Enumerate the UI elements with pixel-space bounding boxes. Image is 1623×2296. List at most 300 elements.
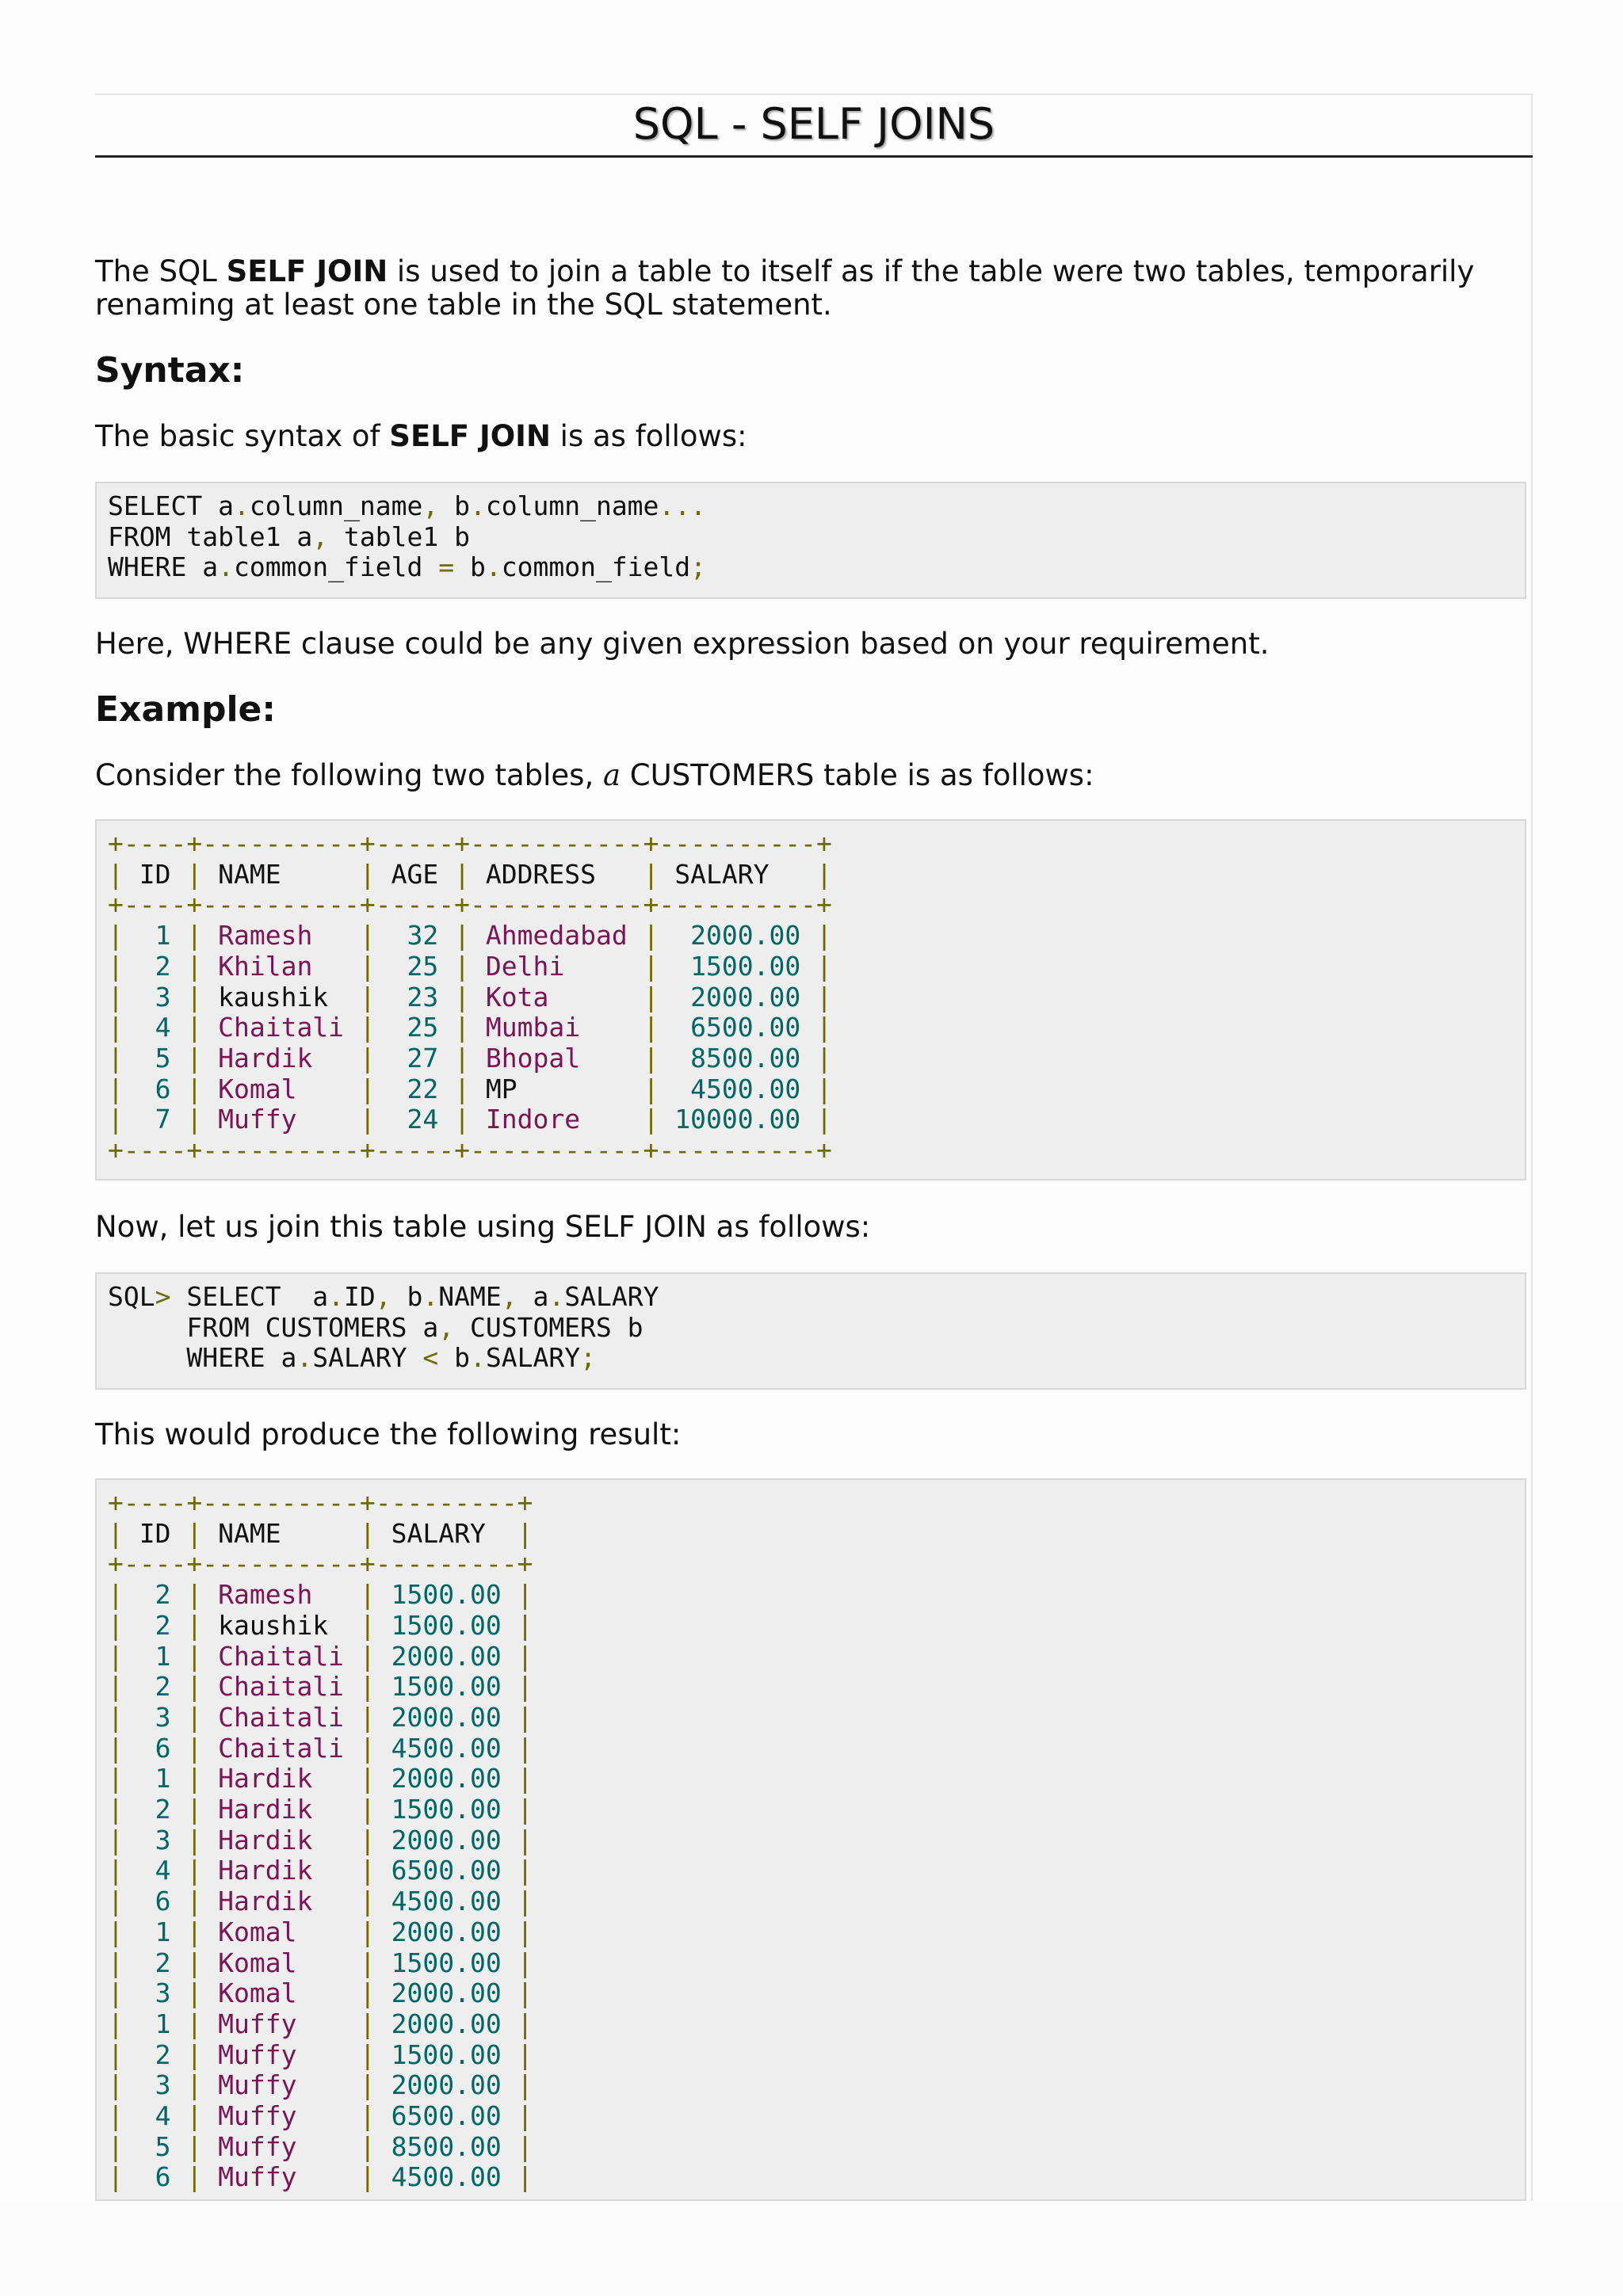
table-pipe: |: [517, 1824, 533, 1855]
table-header-cell: ADDRESS: [470, 858, 643, 890]
table-cell: Hardik: [202, 1763, 360, 1794]
table-cell: Muffy: [202, 2100, 360, 2132]
table-cell: Chaitali: [202, 1671, 360, 1703]
table-row: [108, 2040, 1514, 2071]
code-text: SALARY: [564, 1281, 659, 1312]
code-punct: .: [470, 490, 486, 521]
table-pipe: |: [186, 981, 203, 1013]
table-cell: Muffy: [202, 2069, 360, 2101]
table-pipe: |: [359, 858, 376, 890]
code-text: SQL: [108, 1281, 155, 1312]
table-pipe: |: [359, 1763, 376, 1794]
table-row: [108, 1013, 1514, 1043]
syntax-paragraph: The basic syntax of SELF JOIN is as follows:: [95, 419, 747, 453]
table-row: [108, 952, 1514, 982]
table-header-cell: ID: [123, 858, 187, 890]
table-row: [108, 921, 1514, 952]
code-punct: ,: [375, 1281, 391, 1312]
code-line: [108, 1343, 1514, 1374]
table-rule: +----+----------+-----+-----------+----------+: [108, 828, 832, 859]
table-cell: Ramesh: [202, 1579, 360, 1611]
table-cell: 2: [123, 1947, 187, 1978]
table-pipe: |: [186, 920, 203, 952]
table-cell: 1500.00: [375, 1794, 517, 1825]
table-row: [108, 982, 1514, 1013]
table-cell: 4500.00: [375, 1732, 517, 1764]
table-pipe: |: [186, 1824, 203, 1855]
table-cell: 1500.00: [659, 950, 817, 982]
table-cell: 4500.00: [659, 1073, 817, 1104]
table-cell: 1500.00: [375, 2039, 517, 2070]
table-cell: Komal: [202, 1947, 360, 1978]
where-clause-paragraph: Here, WHERE clause could be any given expression based on your requirement.: [95, 627, 1270, 661]
table-pipe: |: [359, 2130, 376, 2162]
table-pipe: |: [359, 950, 376, 982]
table-pipe: |: [186, 1732, 203, 1764]
code-punct: .: [674, 490, 691, 521]
intro-paragraph: The SQL SELF JOIN is used to join a table to itself as if the table were two tables, temporarily renaming at least one table in the SQL statement.: [95, 254, 1475, 322]
table-cell: 2: [123, 1671, 187, 1703]
table-pipe: |: [108, 1732, 124, 1764]
code-punct: .: [470, 1342, 486, 1374]
table-cell: Khilan: [202, 950, 360, 982]
table-cell: 1500.00: [375, 1609, 517, 1641]
table-pipe: |: [108, 1579, 124, 1611]
table-pipe: |: [186, 2008, 203, 2039]
table-pipe: |: [108, 1916, 124, 1947]
table-header-row: [108, 1519, 1514, 1550]
table-cell: 4: [123, 1012, 187, 1043]
table-pipe: |: [359, 1073, 376, 1104]
table-pipe: |: [454, 950, 471, 982]
table-cell: 2000.00: [375, 1701, 517, 1733]
table-pipe: |: [108, 2130, 124, 2162]
table-cell: 24: [375, 1104, 455, 1135]
table-pipe: |: [359, 1732, 376, 1764]
table-header-row: [108, 860, 1514, 891]
join-intro-paragraph: Now, let us join this table using SELF JOIN as follows:: [95, 1210, 871, 1244]
table-row: [108, 1043, 1514, 1074]
table-cell: 23: [375, 981, 455, 1013]
table-pipe: |: [186, 2100, 203, 2132]
table-header-cell: NAME: [202, 1517, 360, 1549]
code-punct: .: [659, 490, 675, 521]
code-text: b: [438, 1342, 470, 1374]
table-cell: Hardik: [202, 1794, 360, 1825]
code-punct: ;: [690, 551, 707, 583]
table-cell: 27: [375, 1042, 455, 1074]
table-pipe: |: [359, 1824, 376, 1855]
table-cell: 6: [123, 1886, 187, 1917]
table-header-cell: ID: [123, 1517, 187, 1549]
example-heading: Example:: [95, 689, 276, 730]
table-cell: Muffy: [202, 2161, 360, 2193]
table-row: [108, 1074, 1514, 1105]
table-pipe: |: [186, 858, 203, 890]
table-pipe: |: [517, 1855, 533, 1886]
table-row: [108, 1703, 1514, 1733]
code-punct: >: [155, 1281, 171, 1312]
table-pipe: |: [186, 2161, 203, 2193]
table-cell: 2000.00: [659, 920, 817, 952]
code-punct: ,: [501, 1281, 517, 1312]
table-pipe: |: [359, 1855, 376, 1886]
table-pipe: |: [186, 1579, 203, 1611]
table-pipe: |: [517, 1978, 533, 2009]
table-pipe: |: [643, 920, 659, 952]
table-row: [108, 2132, 1514, 2163]
table-cell: Muffy: [202, 2008, 360, 2039]
table-pipe: |: [643, 1012, 659, 1043]
table-cell: 8500.00: [375, 2130, 517, 2162]
table-cell: 4500.00: [375, 2161, 517, 2193]
table-cell: 2: [123, 1579, 187, 1611]
table-pipe: |: [108, 981, 124, 1013]
table-row: [108, 1580, 1514, 1611]
table-pipe: |: [454, 1073, 471, 1104]
table-pipe: |: [108, 1517, 124, 1549]
table-row: [108, 1948, 1514, 1979]
table-cell: MP: [470, 1073, 643, 1104]
table-cell: 2: [123, 2039, 187, 2070]
table-header-cell: AGE: [375, 858, 455, 890]
table-pipe: |: [359, 1640, 376, 1672]
table-row: [108, 2009, 1514, 2040]
table-rule: +----+----------+---------+: [108, 1487, 533, 1518]
table-pipe: |: [517, 1609, 533, 1641]
table-cell: 2000.00: [375, 2008, 517, 2039]
table-cell: Indore: [470, 1104, 643, 1135]
code-punct: .: [328, 1281, 345, 1312]
table-cell: Muffy: [202, 1104, 360, 1135]
table-pipe: |: [359, 981, 376, 1013]
table-pipe: |: [108, 1763, 124, 1794]
table-pipe: |: [108, 1609, 124, 1641]
code-text: FROM table1 a: [108, 521, 313, 552]
table-pipe: |: [186, 1517, 203, 1549]
table-pipe: |: [108, 1640, 124, 1672]
table-cell: 1500.00: [375, 1579, 517, 1611]
table-pipe: |: [643, 950, 659, 982]
table-cell: Muffy: [202, 2130, 360, 2162]
table-pipe: |: [517, 1947, 533, 1978]
table-pipe: |: [359, 1671, 376, 1703]
table-rule: +----+----------+---------+: [108, 1548, 533, 1580]
table-pipe: |: [454, 1012, 471, 1043]
table-border: [108, 1135, 1514, 1166]
code-text: column_name: [485, 490, 659, 521]
table-pipe: |: [186, 2069, 203, 2101]
table-cell: Delhi: [470, 950, 643, 982]
table-pipe: |: [359, 2039, 376, 2070]
table-header-cell: SALARY: [375, 1517, 517, 1549]
code-text: b: [391, 1281, 423, 1312]
table-pipe: |: [186, 1794, 203, 1825]
table-pipe: |: [108, 858, 124, 890]
table-pipe: |: [643, 981, 659, 1013]
code-text: SALARY: [312, 1342, 423, 1374]
table-pipe: |: [454, 981, 471, 1013]
table-row: [108, 1104, 1514, 1135]
table-pipe: |: [359, 1916, 376, 1947]
table-cell: 2000.00: [375, 1640, 517, 1672]
table-border: [108, 890, 1514, 921]
table-cell: 8500.00: [659, 1042, 817, 1074]
table-pipe: |: [816, 920, 832, 952]
table-cell: 1500.00: [375, 1947, 517, 1978]
code-text: CUSTOMERS b: [454, 1311, 643, 1343]
table-row: [108, 1672, 1514, 1703]
code-punct: .: [690, 490, 707, 521]
table-cell: 7: [123, 1104, 187, 1135]
table-cell: Ramesh: [202, 920, 360, 952]
table-cell: 1: [123, 920, 187, 952]
table-pipe: |: [108, 2069, 124, 2101]
table-pipe: |: [643, 1042, 659, 1074]
table-cell: Hardik: [202, 1042, 360, 1074]
code-text: b: [454, 551, 486, 583]
result-table-block: [95, 1478, 1526, 2201]
table-pipe: |: [108, 920, 124, 952]
table-pipe: |: [186, 2039, 203, 2070]
table-pipe: |: [517, 2008, 533, 2039]
table-cell: Ahmedabad: [470, 920, 643, 952]
table-pipe: |: [108, 2100, 124, 2132]
table-pipe: |: [108, 2039, 124, 2070]
table-pipe: |: [517, 1916, 533, 1947]
table-cell: 3: [123, 1978, 187, 2009]
table-pipe: |: [186, 1886, 203, 1917]
table-cell: 1: [123, 2008, 187, 2039]
table-cell: 2000.00: [659, 981, 817, 1013]
table-pipe: |: [186, 1640, 203, 1672]
table-pipe: |: [186, 1763, 203, 1794]
table-pipe: |: [359, 1012, 376, 1043]
table-pipe: |: [359, 1978, 376, 2009]
table-pipe: |: [186, 950, 203, 982]
table-cell: 2000.00: [375, 2069, 517, 2101]
table-row: [108, 1855, 1514, 1886]
table-border: [108, 1549, 1514, 1580]
code-text: ID: [344, 1281, 376, 1312]
table-pipe: |: [186, 1042, 203, 1074]
table-cell: 5: [123, 1042, 187, 1074]
join-code-block: [95, 1272, 1526, 1390]
table-pipe: |: [108, 1104, 124, 1135]
table-row: [108, 2162, 1514, 2193]
table-row: [108, 1642, 1514, 1672]
table-pipe: |: [517, 2161, 533, 2193]
code-text: WHERE a: [108, 1342, 297, 1374]
table-pipe: |: [186, 1947, 203, 1978]
table-cell: 3: [123, 2069, 187, 2101]
table-pipe: |: [108, 1855, 124, 1886]
table-row: [108, 2101, 1514, 2132]
table-pipe: |: [643, 858, 659, 890]
code-punct: ,: [438, 1311, 455, 1343]
table-pipe: |: [816, 1104, 832, 1135]
table-pipe: |: [517, 1886, 533, 1917]
code-punct: .: [485, 551, 502, 583]
code-text: WHERE a: [108, 551, 219, 583]
table-cell: 25: [375, 950, 455, 982]
table-pipe: |: [816, 1073, 832, 1104]
code-line: [108, 1313, 1514, 1344]
table-pipe: |: [186, 1012, 203, 1043]
table-pipe: |: [108, 1042, 124, 1074]
table-row: [108, 1611, 1514, 1642]
code-text: SELECT a: [170, 1281, 329, 1312]
code-text: common_field: [501, 551, 691, 583]
table-cell: 1: [123, 1763, 187, 1794]
code-line: [108, 491, 1514, 522]
code-punct: =: [438, 551, 455, 583]
code-punct: ;: [580, 1342, 596, 1374]
table-pipe: |: [816, 950, 832, 982]
table-cell: 25: [375, 1012, 455, 1043]
code-text: common_field: [233, 551, 439, 583]
table-pipe: |: [454, 1104, 471, 1135]
table-cell: Komal: [202, 1073, 360, 1104]
code-text: FROM CUSTOMERS a: [108, 1311, 439, 1343]
table-pipe: |: [816, 1042, 832, 1074]
table-header-cell: SALARY: [659, 858, 817, 890]
page-bottom-margin: [0, 2201, 1623, 2296]
table-cell: 1: [123, 1640, 187, 1672]
table-pipe: |: [359, 2100, 376, 2132]
code-punct: .: [422, 1281, 439, 1312]
table-pipe: |: [359, 920, 376, 952]
table-pipe: |: [359, 1579, 376, 1611]
table-pipe: |: [359, 1886, 376, 1917]
table-pipe: |: [517, 1640, 533, 1672]
table-cell: 6: [123, 1073, 187, 1104]
table-cell: 2000.00: [375, 1763, 517, 1794]
table-pipe: |: [517, 1579, 533, 1611]
table-pipe: |: [108, 1947, 124, 1978]
table-cell: 2000.00: [375, 1824, 517, 1855]
code-line: [108, 552, 1514, 583]
table-pipe: |: [359, 2161, 376, 2193]
table-pipe: |: [816, 981, 832, 1013]
table-cell: 6: [123, 2161, 187, 2193]
table-pipe: |: [359, 1517, 376, 1549]
table-pipe: |: [816, 858, 832, 890]
table-rule: +----+----------+-----+-----------+----------+: [108, 1135, 832, 1166]
table-pipe: |: [186, 1701, 203, 1733]
table-cell: Mumbai: [470, 1012, 643, 1043]
table-pipe: |: [359, 2008, 376, 2039]
table-pipe: |: [454, 858, 471, 890]
table-pipe: |: [517, 1794, 533, 1825]
table-pipe: |: [186, 1916, 203, 1947]
table-row: [108, 1978, 1514, 2009]
table-cell: Chaitali: [202, 1732, 360, 1764]
table-rule: +----+----------+-----+-----------+----------+: [108, 889, 832, 921]
table-cell: 2000.00: [375, 1978, 517, 2009]
table-cell: 1: [123, 1916, 187, 1947]
table-pipe: |: [517, 1701, 533, 1733]
table-pipe: |: [359, 1609, 376, 1641]
table-pipe: |: [108, 2161, 124, 2193]
result-intro-paragraph: This would produce the following result:: [95, 1417, 682, 1451]
syntax-code-block: [95, 482, 1526, 599]
table-cell: Kota: [470, 981, 643, 1013]
table-cell: Komal: [202, 1978, 360, 2009]
table-cell: Chaitali: [202, 1640, 360, 1672]
table-pipe: |: [108, 1073, 124, 1104]
table-pipe: |: [108, 1701, 124, 1733]
code-punct: .: [296, 1342, 313, 1374]
code-text: column_name: [249, 490, 423, 521]
table-pipe: |: [108, 950, 124, 982]
table-pipe: |: [517, 1763, 533, 1794]
table-header-cell: NAME: [202, 858, 360, 890]
table-pipe: |: [108, 1794, 124, 1825]
table-cell: 2: [123, 1609, 187, 1641]
table-cell: kaushik: [202, 981, 360, 1013]
code-text: SELECT a: [108, 490, 234, 521]
syntax-bold-term: SELF JOIN: [389, 419, 551, 453]
table-pipe: |: [454, 1042, 471, 1074]
table-cell: Bhopal: [470, 1042, 643, 1074]
table-cell: 4: [123, 1855, 187, 1886]
table-pipe: |: [359, 1104, 376, 1135]
table-row: [108, 2070, 1514, 2101]
table-pipe: |: [517, 2100, 533, 2132]
table-cell: 3: [123, 981, 187, 1013]
table-pipe: |: [186, 1978, 203, 2009]
table-pipe: |: [186, 1073, 203, 1104]
intro-bold-term: SELF JOIN: [226, 254, 388, 288]
page-title: SQL - SELF JOINS: [95, 93, 1533, 158]
table-pipe: |: [517, 2039, 533, 2070]
table-cell: Chaitali: [202, 1701, 360, 1733]
customers-table-block: [95, 819, 1526, 1180]
table-row: [108, 1764, 1514, 1794]
table-cell: 4500.00: [375, 1886, 517, 1917]
table-pipe: |: [359, 1947, 376, 1978]
table-cell: Chaitali: [202, 1012, 360, 1043]
code-text: SALARY: [485, 1342, 581, 1374]
table-pipe: |: [108, 1886, 124, 1917]
table-cell: 6500.00: [375, 1855, 517, 1886]
table-cell: 6500.00: [375, 2100, 517, 2132]
table-pipe: |: [359, 1701, 376, 1733]
table-cell: 2000.00: [375, 1916, 517, 1947]
code-punct: .: [548, 1281, 565, 1312]
code-text: NAME: [438, 1281, 502, 1312]
table-cell: 32: [375, 920, 455, 952]
table-row: [108, 1825, 1514, 1856]
table-cell: 3: [123, 1824, 187, 1855]
table-pipe: |: [643, 1073, 659, 1104]
code-punct: .: [233, 490, 250, 521]
table-cell: 22: [375, 1073, 455, 1104]
code-punct: <: [422, 1342, 439, 1374]
italic-a: a: [602, 758, 621, 792]
table-cell: 6: [123, 1732, 187, 1764]
table-pipe: |: [108, 1824, 124, 1855]
syntax-heading: Syntax:: [95, 350, 245, 391]
table-cell: 10000.00: [659, 1104, 817, 1135]
table-pipe: |: [359, 2069, 376, 2101]
table-pipe: |: [108, 1671, 124, 1703]
table-cell: 4: [123, 2100, 187, 2132]
table-row: [108, 1917, 1514, 1948]
table-cell: kaushik: [202, 1609, 360, 1641]
code-punct: ,: [312, 521, 329, 552]
